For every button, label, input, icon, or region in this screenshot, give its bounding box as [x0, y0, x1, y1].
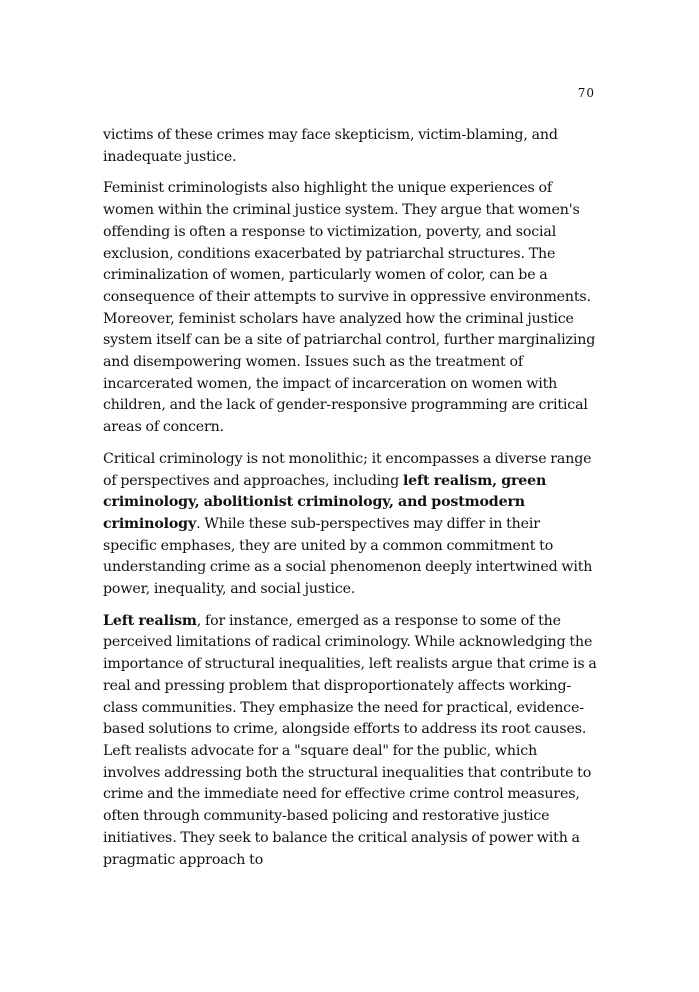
paragraph-3 [103, 449, 597, 601]
left-realism-term: Left realism [103, 612, 197, 629]
paragraph-4-rest: , for instance, emerged as a response to some of the perceived limitations of radical criminology. While acknowledging the importance of structural inequalities, left realists argue that crime is a real and pressing problem that disproportionately affects working-class communities. They emphasize the need for practical, evidence-based solutions to crime, alongside efforts to address its root causes. Left realists advocate for a "square deal" for the public, which involves addressing both the structural inequalities that contribute to crime and the immediate need for effective crime control measures, often through community-based policing and restorative justice initiatives. They seek to balance the critical analysis of power with a pragmatic approach to [103, 612, 597, 868]
subperspectives-list: left realism, green criminology, abolitionist criminology, and postmodern criminology [103, 472, 547, 532]
page-number: 70 [577, 86, 595, 100]
paragraph-4 [103, 611, 597, 871]
paragraph-1: victims of these crimes may face skepticism, victim-blaming, and inadequate justice. [103, 127, 558, 165]
paragraph-3-lead: Critical criminology is not monolithic; it encompasses a diverse range of perspectives and approaches, including [103, 450, 592, 489]
paragraph-2: Feminist criminologists also highlight the unique experiences of women within the criminal justice system. They argue that women's offending is often a response to victimization, poverty, and social exclusion, conditions exacerbated by patriarchal structures. The criminalization of women, particularly women of color, can be a consequence of their attempts to survive in oppressive environments. Moreover, feminist scholars have analyzed how the criminal justice system itself can be a site of patriarchal control, further marginalizing and disempowering women. Issues such as the treatment of incarcerated women, the impact of incarceration on women with children, and the lack of gender-responsive programming are critical areas of concern. [103, 180, 596, 436]
body-text [103, 125, 597, 881]
paragraph-3-rest: . While these sub-perspectives may differ in their specific emphases, they are united by a common commitment to understanding crime as a social phenomenon deeply intertwined with power, inequality, and social justice. [103, 515, 593, 598]
